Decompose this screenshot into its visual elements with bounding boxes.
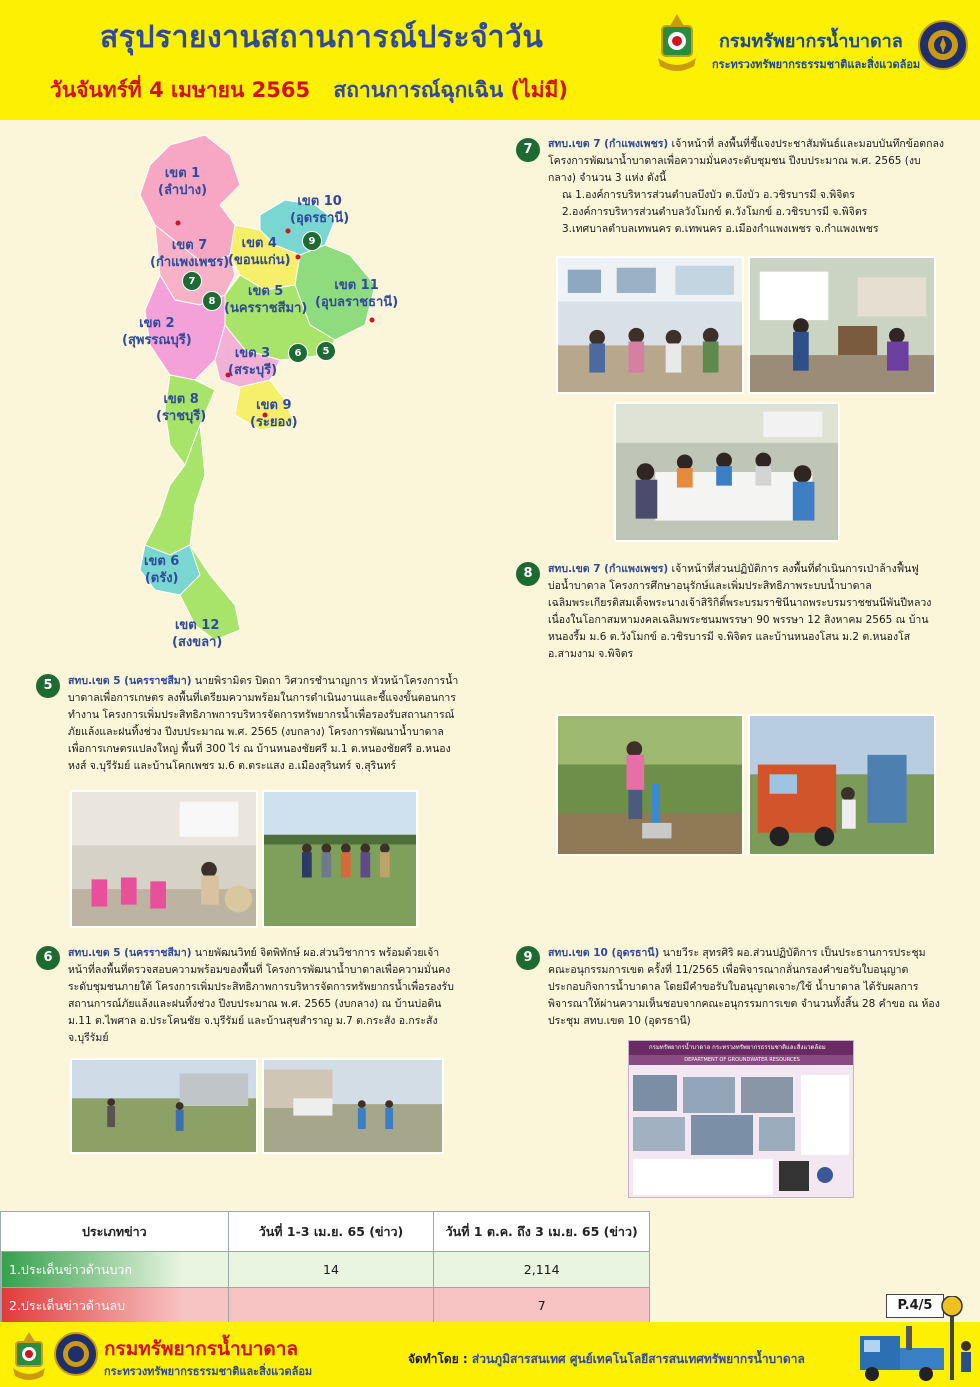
positive-news-day-count: 14 — [228, 1252, 434, 1288]
meeting-photo — [748, 256, 936, 394]
map-zone-label: เขต 9 (ระยอง) — [250, 398, 298, 430]
map-zone-label: เขต 8 (ราชบุรี) — [156, 392, 207, 424]
negative-news-day-count — [228, 1288, 434, 1324]
report-title: สรุปรายงานสถานการณ์ประจำวัน — [100, 20, 544, 55]
item-6-text — [68, 945, 460, 1047]
map-zone-label: เขต 4 (ขอนแก่น) — [228, 236, 291, 268]
list-item: 2.องค์การบริหารส่วนตำบลวังโมกข์ ต.วังโมกข์ อ.วชิรบารมี จ.พิจิตร — [562, 206, 868, 218]
credit-prefix: จัดทำโดย : — [408, 1352, 468, 1366]
footer-credit — [408, 1350, 805, 1369]
item-number-badge: 9 — [516, 946, 540, 970]
map-zone-label: เขต 11 (อุบลราชธานี) — [315, 278, 399, 310]
table-header: ประเภทข่าว — [1, 1212, 229, 1252]
ministry-emblem-icon — [54, 1332, 98, 1376]
item-lead: สทบ.เขต 7 (กำแพงเพชร) — [548, 138, 669, 150]
item-lead: สทบ.เขต 5 (นครราชสีมา) — [68, 675, 192, 687]
item-5-text — [68, 673, 460, 775]
well-flushing-photo — [556, 714, 744, 856]
item-8-text — [548, 561, 940, 663]
footer-banner — [0, 1322, 980, 1387]
map-pin: 8 — [202, 291, 222, 311]
item-lead: สทบ.เขต 5 (นครราชสีมา) — [68, 947, 192, 959]
item-number-badge: 7 — [516, 138, 540, 162]
map-pin: 5 — [316, 341, 336, 361]
thailand-region-map — [110, 125, 410, 665]
negative-news-label: 2.ประเด็นข่าวด้านลบ — [1, 1288, 229, 1324]
list-item: 3.เทศบาลตำบลเทพนคร ต.เทพนคร อ.เมืองกำแพงเพชร จ.กำแพงเพชร — [562, 223, 879, 235]
meeting-photo — [614, 402, 840, 542]
table-header: วันที่ 1-3 เม.ย. 65 (ข่าว) — [228, 1212, 434, 1252]
item-7-text — [548, 136, 948, 238]
header-banner — [0, 0, 980, 120]
map-zone-label: เขต 5 (นครราชสีมา) — [224, 284, 308, 316]
positive-news-total-count: 2,114 — [434, 1252, 650, 1288]
item-9-text — [548, 945, 940, 1030]
site-inspection-photo — [262, 1058, 444, 1154]
poster-photos — [629, 1065, 854, 1198]
map-pin: 7 — [182, 271, 202, 291]
item-body: นายพิรามิตร ปิดถา วิศวกรชำนาญการ หัวหน้าโครงการน้ำบาดาลเพื่อการเกษตร ลงพื้นที่เตรียมความพร้อมในการดำเนินงานและชี้แจงขั้นตอนการทำงาน โครงการเพิ่มประสิทธิภาพการบริหารจัดการทรัพยากรน้ำเพื่อรองรับสถานการณ์ภัยแล้งและฝนทิ้งช่วง ปีงบประมาณ พ.ศ. 2565 (งบกลาง) โครงการพัฒนาน้ำบาดาลเพื่อการเกษตรแปลงใหญ่ พื้นที่ 300 ไร่ ณ บ้านหนองชัยศรี ม.1 ต.หนองชัยศรี อ.หนองหงส์ จ.บุรีรัมย์ และบ้านโคกเพชร ม.6 ต.ตระแสง อ.เมืองสุรินทร์ จ.สุรินทร์ — [68, 675, 459, 772]
page-number: P.4/5 — [886, 1294, 944, 1318]
site-inspection-photo — [70, 1058, 258, 1154]
table-row — [1, 1252, 650, 1288]
map-zone-label: เขต 1 (ลำปาง) — [158, 166, 208, 198]
report-subtitle — [50, 74, 568, 107]
meeting-poster-image — [628, 1040, 854, 1198]
item-number-badge: 8 — [516, 562, 540, 586]
poster-header: กรมทรัพยากรน้ำบาดาล กระทรวงทรัพยากรธรรมชาติและสิ่งแวดล้อม — [629, 1041, 854, 1055]
item-body: นายพัฒนวิทย์ จิตพิทักษ์ ผอ.ส่วนวิชาการ พร้อมด้วยเจ้าหน้าที่ลงพื้นที่ตรวจสอบความพร้อมของพื้นที่ โครงการพัฒนาน้ำบาดาลเพื่อความมั่นคงระดับชุมชนภายใต้ โครงการเพิ่มประสิทธิภาพการบริหารจัดการทรัพยากรน้ำเพื่อรองรับสถานการณ์ภัยแล้งและฝนทิ้งช่วง ปีงบประมาณ พ.ศ. 2565 (งบกลาง) ณ บ้านบ่อดิน ม.11 ต.ไพศาล อ.ประโคนชัย จ.บุรีรัมย์ และบ้านสุขสำราญ ม.7 ต.กระสัง อ.กระสัง จ.บุรีรัมย์ — [68, 947, 454, 1044]
item-body: นายวีระ สุทรศิริ ผอ.ส่วนปฏิบัติการ เป็นประธานการประชุมคณะอนุกรรมการเขต ครั้งที่ 11/2565 เพื่อพิจารณากลั่นกรองคำขอรับใบอนุญาตประกอบกิจการน้ำบาดาล โดยมีคำขอรับใบอนุญาตเจาะ/ใช้ น้ำบาดาล ได้รับผลการพิจารณาให้ผ่านความเห็นชอบจากคณะอนุกรรมการเขต จำนวนทั้งสิ้น 28 คำขอ ณ ห้องประชุม สทบ.เขต 10 (อุดรธานี) — [548, 947, 940, 1027]
map-zone-label: เขต 12 (สงขลา) — [172, 618, 223, 650]
map-zone-label: เขต 2 (สุพรรณบุรี) — [122, 316, 192, 348]
list-item: ณ 1.องค์การบริหารส่วนตำบลบึงบัว ต.บึงบัว อ.วชิรบารมี จ.พิจิตร — [562, 189, 855, 201]
header-ministry-name: กระทรวงทรัพยากรธรรมชาติและสิ่งแวดล้อม — [712, 58, 921, 71]
table-header: วันที่ 1 ต.ค. ถึง 3 เม.ย. 65 (ข่าว) — [434, 1212, 650, 1252]
item-lead: สทบ.เขต 7 (กำแพงเพชร) — [548, 563, 669, 575]
positive-news-label: 1.ประเด็นข่าวด้านบวก — [1, 1252, 229, 1288]
community-meeting-photo — [70, 790, 258, 928]
item-body: เจ้าหน้าที่ส่วนปฏิบัติการ ลงพื้นที่ดำเนินการเป่าล้างฟื้นฟูบ่อน้ำบาดาล โครงการศึกษาอนุรักษ์และเพิ่มประสิทธิภาพระบบน้ำบาดาลเฉลิมพระเกียรติสมเด็จพระนางเจ้าสิริกิติ์พระบรมราชินีนาถพระบรมราชชนนีพันปีหลวง เนื่องในโอกาสมหามงคลเฉลิมพระชนมพรรษา 90 พรรษา 12 สิงหาคม 2565 ณ บ้านหนองรี้ม ม.6 ต.วังโมกข์ อ.วชิรบารมี จ.พิจิตร และบ้านหนองโสน ม.2 ต.หนองโส อ.สามงาม จ.พิจิตร — [548, 563, 932, 660]
map-zone-label: เขต 6 (ตรัง) — [144, 554, 180, 586]
ministry-emblem-icon — [918, 20, 968, 70]
map-pin: 6 — [288, 343, 308, 363]
department-seal-icon — [10, 1330, 48, 1382]
map-pin: 9 — [302, 231, 322, 251]
item-number-badge: 6 — [36, 946, 60, 970]
item-body: เจ้าหน้าที่ ลงพื้นที่ชี้แจงประชาสัมพันธ์และมอบบันทึกข้อตกลงโครงการพัฒนาน้ำบาดาลเพื่อความมั่นคงระดับชุมชน ปีงบประมาณ พ.ศ. 2565 (งบกลาง) จำนวน 3 แห่ง ดังนี้ — [548, 138, 945, 184]
department-seal-icon — [654, 12, 700, 74]
meeting-photo — [556, 256, 744, 394]
emergency-status-value: (ไม่มี) — [510, 78, 568, 102]
emergency-status-label: สถานการณ์ฉุกเฉิน — [333, 78, 504, 102]
credit-text: ส่วนภูมิสารสนเทศ ศูนย์เทคโนโลยีสารสนเทศทรัพยากรน้ำบาดาล — [471, 1352, 805, 1366]
item-lead: สทบ.เขต 10 (อุดรธานี) — [548, 947, 660, 959]
negative-news-total-count: 7 — [434, 1288, 650, 1324]
map-zone-label: เขต 3 (สระบุรี) — [228, 346, 278, 378]
drilling-truck-photo — [748, 714, 936, 856]
map-zone-label: เขต 10 (อุดรธานี) — [290, 194, 350, 226]
poster-subheader: DEPARTMENT OF GROUNDWATER RESOURCES — [629, 1055, 854, 1065]
header-department-name: กรมทรัพยากรน้ำบาดาล — [719, 31, 903, 52]
news-summary-table — [0, 1211, 650, 1324]
report-date: วันจันทร์ที่ 4 เมษายน 2565 — [50, 78, 311, 102]
item-number-badge: 5 — [36, 674, 60, 698]
table-row — [1, 1288, 650, 1324]
drilling-rig-illustration-icon — [846, 1296, 980, 1387]
footer-ministry-name: กระทรวงทรัพยากรธรรมชาติและสิ่งแวดล้อม — [104, 1365, 313, 1378]
footer-department-name: กรมทรัพยากรน้ำบาดาล — [104, 1338, 299, 1360]
map-zone-label: เขต 7 (กำแพงเพชร) — [150, 238, 230, 270]
field-visit-photo — [262, 790, 418, 928]
